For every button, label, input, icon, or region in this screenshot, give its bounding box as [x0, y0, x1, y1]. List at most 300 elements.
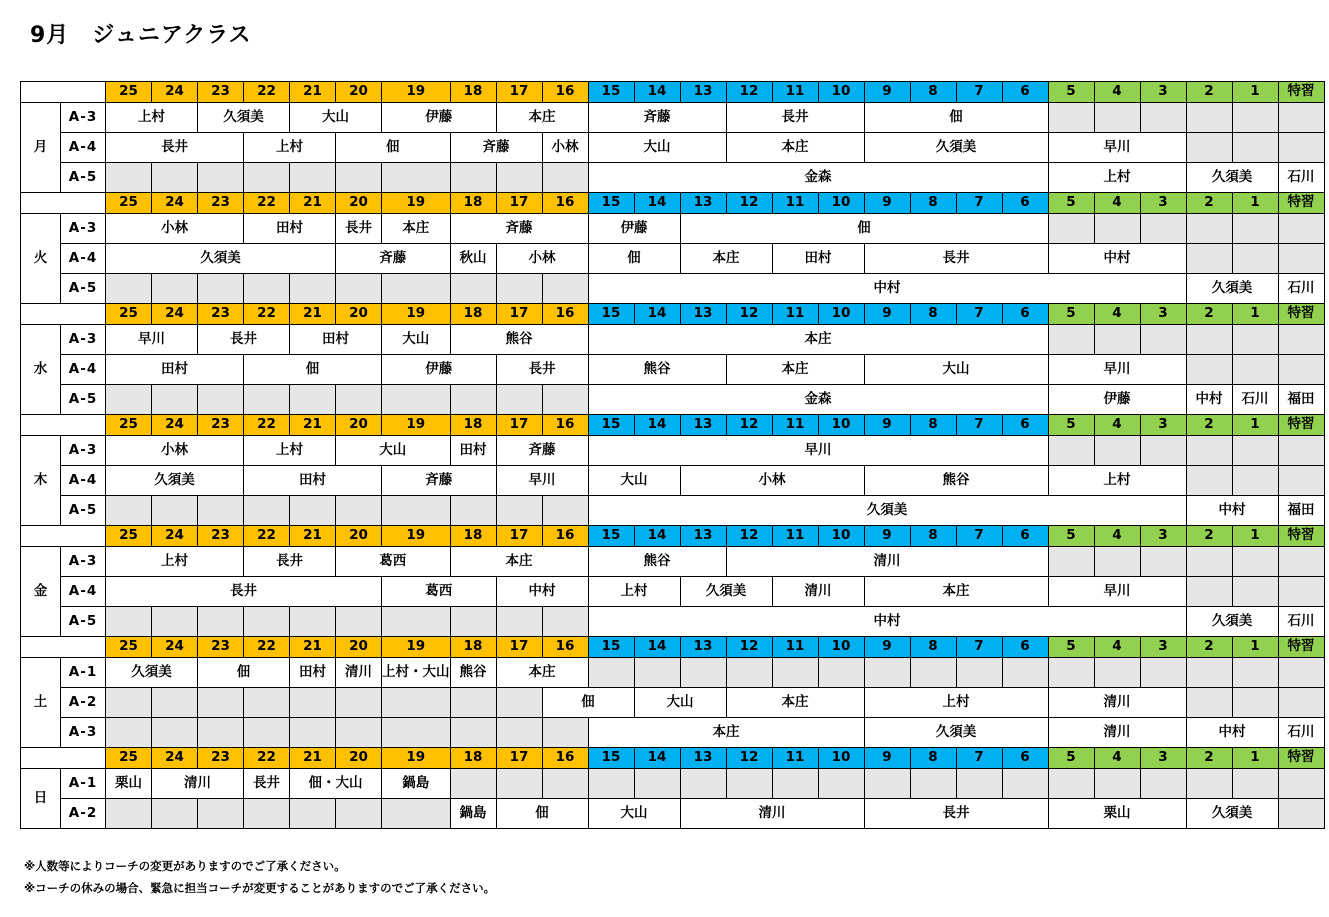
time-header-cell: 25	[106, 637, 152, 658]
day-label: 火	[21, 214, 61, 304]
coach-slot: 斉藤	[588, 103, 726, 133]
class-row	[21, 214, 1325, 244]
empty-slot	[244, 163, 290, 193]
time-header-cell: 25	[106, 304, 152, 325]
empty-slot	[1232, 325, 1278, 355]
empty-slot	[1278, 466, 1324, 496]
time-header-cell: 19	[382, 193, 451, 214]
empty-slot	[1048, 214, 1094, 244]
coach-slot: 田村	[290, 325, 382, 355]
time-header-cell: 8	[910, 193, 956, 214]
empty-slot	[1232, 466, 1278, 496]
empty-slot	[634, 658, 680, 688]
time-header-cell: 19	[382, 526, 451, 547]
time-header-cell: 7	[956, 637, 1002, 658]
coach-slot: 長井	[198, 325, 290, 355]
coach-slot: 上村	[244, 133, 336, 163]
empty-slot	[864, 658, 910, 688]
empty-slot	[450, 718, 496, 748]
empty-slot	[1186, 688, 1232, 718]
coach-slot: 伊藤	[382, 103, 497, 133]
coach-slot: 熊谷	[864, 466, 1048, 496]
coach-slot: 久須美	[198, 103, 290, 133]
class-label: A-1	[61, 769, 106, 799]
coach-slot: 小林	[542, 133, 588, 163]
time-header-cell: 21	[290, 415, 336, 436]
time-header-cell: 11	[772, 748, 818, 769]
coach-slot: 長井	[726, 103, 864, 133]
empty-slot	[1094, 547, 1140, 577]
coach-slot: 田村	[450, 436, 496, 466]
empty-slot	[542, 607, 588, 637]
empty-slot	[198, 496, 244, 526]
coach-slot: 上村	[1048, 466, 1186, 496]
empty-slot	[1232, 436, 1278, 466]
header-blank-cell	[21, 193, 106, 214]
time-header-cell: 12	[726, 415, 772, 436]
empty-slot	[1186, 466, 1232, 496]
time-header-cell: 3	[1140, 193, 1186, 214]
time-header-cell: 7	[956, 304, 1002, 325]
class-label: A-4	[61, 133, 106, 163]
time-header-cell: 14	[634, 748, 680, 769]
empty-slot	[1232, 688, 1278, 718]
time-header-cell: 特習	[1278, 415, 1324, 436]
coach-slot: 清川	[680, 799, 864, 829]
class-label: A-4	[61, 577, 106, 607]
class-label: A-5	[61, 385, 106, 415]
time-header-cell: 6	[1002, 82, 1048, 103]
coach-slot: 佃・大山	[290, 769, 382, 799]
time-header-cell: 15	[588, 82, 634, 103]
time-header-cell: 8	[910, 304, 956, 325]
empty-slot	[956, 658, 1002, 688]
class-row	[21, 799, 1325, 829]
empty-slot	[450, 688, 496, 718]
coach-slot: 小林	[496, 244, 588, 274]
class-label: A-2	[61, 688, 106, 718]
class-label: A-4	[61, 466, 106, 496]
empty-slot	[542, 274, 588, 304]
empty-slot	[772, 658, 818, 688]
empty-slot	[542, 385, 588, 415]
empty-slot	[450, 769, 496, 799]
time-header-cell: 1	[1232, 415, 1278, 436]
empty-slot	[818, 769, 864, 799]
time-header-cell: 1	[1232, 304, 1278, 325]
coach-slot: 田村	[106, 355, 244, 385]
class-label: A-4	[61, 355, 106, 385]
coach-slot: 上村	[244, 436, 336, 466]
coach-slot: 上村	[106, 547, 244, 577]
empty-slot	[818, 658, 864, 688]
time-header-cell: 25	[106, 82, 152, 103]
time-header-cell: 2	[1186, 193, 1232, 214]
time-header-cell: 特習	[1278, 304, 1324, 325]
empty-slot	[152, 385, 198, 415]
time-header-cell: 20	[336, 637, 382, 658]
time-header-cell: 2	[1186, 82, 1232, 103]
time-header-cell: 8	[910, 637, 956, 658]
coach-slot: 葛西	[336, 547, 451, 577]
time-header-cell: 12	[726, 637, 772, 658]
time-header-cell: 25	[106, 415, 152, 436]
coach-slot: 佃	[680, 214, 1048, 244]
time-header-cell: 22	[244, 304, 290, 325]
empty-slot	[1278, 355, 1324, 385]
coach-slot: 斉藤	[382, 466, 497, 496]
time-header-cell: 15	[588, 304, 634, 325]
coach-slot: 長井	[106, 577, 382, 607]
coach-slot: 久須美	[1186, 163, 1278, 193]
empty-slot	[244, 274, 290, 304]
time-header-cell: 18	[450, 637, 496, 658]
time-header-cell: 15	[588, 637, 634, 658]
empty-slot	[680, 658, 726, 688]
coach-slot: 福田	[1278, 385, 1324, 415]
time-header-cell: 10	[818, 193, 864, 214]
time-header-cell: 23	[198, 82, 244, 103]
empty-slot	[382, 163, 451, 193]
header-blank-cell	[21, 637, 106, 658]
class-row	[21, 547, 1325, 577]
empty-slot	[496, 607, 542, 637]
empty-slot	[634, 769, 680, 799]
empty-slot	[772, 769, 818, 799]
class-row	[21, 355, 1325, 385]
time-header-cell: 20	[336, 415, 382, 436]
time-header-cell: 9	[864, 637, 910, 658]
time-header-cell: 9	[864, 304, 910, 325]
empty-slot	[726, 658, 772, 688]
coach-slot: 秋山	[450, 244, 496, 274]
time-header-cell: 21	[290, 304, 336, 325]
time-header-cell: 特習	[1278, 193, 1324, 214]
time-header-cell: 16	[542, 637, 588, 658]
coach-slot: 久須美	[106, 658, 198, 688]
coach-slot: 鍋島	[450, 799, 496, 829]
empty-slot	[910, 658, 956, 688]
empty-slot	[496, 688, 542, 718]
class-row	[21, 769, 1325, 799]
day-label: 月	[21, 103, 61, 193]
empty-slot	[336, 607, 382, 637]
time-header-cell: 18	[450, 82, 496, 103]
empty-slot	[1094, 103, 1140, 133]
time-header-cell: 9	[864, 526, 910, 547]
class-label: A-5	[61, 274, 106, 304]
class-label: A-2	[61, 799, 106, 829]
empty-slot	[152, 274, 198, 304]
coach-slot: 熊谷	[588, 355, 726, 385]
time-header-cell: 16	[542, 748, 588, 769]
time-header-cell: 14	[634, 415, 680, 436]
coach-slot: 田村	[244, 466, 382, 496]
time-header-cell: 特習	[1278, 82, 1324, 103]
empty-slot	[198, 607, 244, 637]
time-header-cell: 24	[152, 193, 198, 214]
empty-slot	[1232, 658, 1278, 688]
empty-slot	[198, 385, 244, 415]
time-header-cell: 5	[1048, 748, 1094, 769]
time-header-cell: 5	[1048, 637, 1094, 658]
time-header-cell: 10	[818, 637, 864, 658]
empty-slot	[106, 496, 152, 526]
empty-slot	[244, 385, 290, 415]
time-header-cell: 13	[680, 637, 726, 658]
time-header-cell: 4	[1094, 193, 1140, 214]
empty-slot	[290, 799, 336, 829]
coach-slot: 本庄	[726, 355, 864, 385]
coach-slot: 本庄	[588, 718, 864, 748]
time-header-cell: 1	[1232, 82, 1278, 103]
coach-slot: 福田	[1278, 496, 1324, 526]
empty-slot	[382, 274, 451, 304]
time-header-cell: 4	[1094, 304, 1140, 325]
empty-slot	[198, 274, 244, 304]
time-header-cell: 18	[450, 415, 496, 436]
empty-slot	[956, 769, 1002, 799]
class-row	[21, 688, 1325, 718]
empty-slot	[106, 799, 152, 829]
time-header-row	[21, 304, 1325, 325]
class-label: A-5	[61, 607, 106, 637]
empty-slot	[152, 688, 198, 718]
class-row	[21, 496, 1325, 526]
empty-slot	[290, 718, 336, 748]
time-header-cell: 24	[152, 304, 198, 325]
time-header-cell: 18	[450, 526, 496, 547]
empty-slot	[152, 496, 198, 526]
coach-slot: 早川	[1048, 577, 1186, 607]
time-header-cell: 16	[542, 415, 588, 436]
empty-slot	[336, 496, 382, 526]
time-header-cell: 6	[1002, 193, 1048, 214]
empty-slot	[864, 769, 910, 799]
empty-slot	[382, 688, 451, 718]
empty-slot	[1232, 355, 1278, 385]
time-header-cell: 19	[382, 637, 451, 658]
coach-slot: 熊谷	[450, 325, 588, 355]
time-header-cell: 5	[1048, 304, 1094, 325]
coach-slot: 大山	[290, 103, 382, 133]
time-header-cell: 19	[382, 82, 451, 103]
header-blank-cell	[21, 304, 106, 325]
coach-slot: 小林	[106, 214, 244, 244]
coach-slot: 久須美	[1186, 799, 1278, 829]
empty-slot	[1186, 103, 1232, 133]
empty-slot	[244, 496, 290, 526]
time-header-cell: 17	[496, 748, 542, 769]
empty-slot	[496, 769, 542, 799]
time-header-cell: 14	[634, 304, 680, 325]
coach-slot: 佃	[542, 688, 634, 718]
class-row	[21, 466, 1325, 496]
time-header-cell: 8	[910, 82, 956, 103]
time-header-cell: 23	[198, 415, 244, 436]
empty-slot	[450, 385, 496, 415]
empty-slot	[1186, 325, 1232, 355]
time-header-cell: 17	[496, 637, 542, 658]
coach-slot: 大山	[382, 325, 451, 355]
coach-slot: 本庄	[864, 577, 1048, 607]
empty-slot	[1186, 547, 1232, 577]
coach-slot: 石川	[1278, 718, 1324, 748]
coach-slot: 中村	[1048, 244, 1186, 274]
coach-slot: 中村	[1186, 385, 1232, 415]
empty-slot	[1048, 658, 1094, 688]
empty-slot	[382, 607, 451, 637]
coach-slot: 清川	[1048, 688, 1186, 718]
coach-slot: 久須美	[1186, 607, 1278, 637]
class-label: A-5	[61, 496, 106, 526]
time-header-cell: 7	[956, 82, 1002, 103]
empty-slot	[290, 163, 336, 193]
empty-slot	[496, 385, 542, 415]
empty-slot	[244, 607, 290, 637]
time-header-cell: 20	[336, 82, 382, 103]
empty-slot	[1094, 325, 1140, 355]
time-header-cell: 20	[336, 526, 382, 547]
day-label: 土	[21, 658, 61, 748]
time-header-cell: 9	[864, 748, 910, 769]
coach-slot: 上村	[106, 103, 198, 133]
empty-slot	[106, 385, 152, 415]
empty-slot	[1278, 133, 1324, 163]
empty-slot	[290, 274, 336, 304]
coach-slot: 清川	[1048, 718, 1186, 748]
time-header-cell: 3	[1140, 304, 1186, 325]
time-header-cell: 21	[290, 82, 336, 103]
time-header-cell: 4	[1094, 637, 1140, 658]
page-title: 9月 ジュニアクラス	[30, 23, 252, 48]
coach-slot: 小林	[106, 436, 244, 466]
empty-slot	[244, 688, 290, 718]
time-header-cell: 14	[634, 637, 680, 658]
empty-slot	[1232, 133, 1278, 163]
coach-slot: 本庄	[726, 133, 864, 163]
time-header-cell: 11	[772, 415, 818, 436]
time-header-cell: 3	[1140, 82, 1186, 103]
time-header-cell: 10	[818, 415, 864, 436]
coach-slot: 鍋島	[382, 769, 451, 799]
empty-slot	[382, 799, 451, 829]
empty-slot	[152, 718, 198, 748]
empty-slot	[1048, 325, 1094, 355]
time-header-cell: 5	[1048, 193, 1094, 214]
time-header-cell: 3	[1140, 526, 1186, 547]
time-header-cell: 8	[910, 415, 956, 436]
class-row	[21, 607, 1325, 637]
empty-slot	[1186, 769, 1232, 799]
time-header-cell: 15	[588, 526, 634, 547]
coach-slot: 佃	[864, 103, 1048, 133]
class-row	[21, 658, 1325, 688]
empty-slot	[244, 799, 290, 829]
time-header-cell: 22	[244, 193, 290, 214]
time-header-cell: 25	[106, 748, 152, 769]
time-header-cell: 1	[1232, 526, 1278, 547]
empty-slot	[1278, 688, 1324, 718]
coach-slot: 伊藤	[588, 214, 680, 244]
empty-slot	[336, 385, 382, 415]
coach-slot: 小林	[680, 466, 864, 496]
time-header-cell: 12	[726, 526, 772, 547]
time-header-cell: 12	[726, 304, 772, 325]
time-header-cell: 21	[290, 193, 336, 214]
time-header-cell: 4	[1094, 415, 1140, 436]
class-label: A-3	[61, 325, 106, 355]
class-label: A-3	[61, 214, 106, 244]
time-header-cell: 2	[1186, 526, 1232, 547]
time-header-cell: 23	[198, 637, 244, 658]
time-header-cell: 22	[244, 82, 290, 103]
time-header-cell: 17	[496, 304, 542, 325]
time-header-cell: 23	[198, 526, 244, 547]
coach-slot: 上村	[1048, 163, 1186, 193]
coach-slot: 熊谷	[450, 658, 496, 688]
coach-slot: 斉藤	[496, 436, 588, 466]
coach-slot: 上村	[864, 688, 1048, 718]
class-row	[21, 244, 1325, 274]
empty-slot	[1094, 436, 1140, 466]
coach-slot: 石川	[1278, 607, 1324, 637]
time-header-cell: 11	[772, 82, 818, 103]
coach-slot: 大山	[588, 799, 680, 829]
coach-slot: 長井	[106, 133, 244, 163]
empty-slot	[290, 607, 336, 637]
coach-slot: 田村	[772, 244, 864, 274]
notes	[24, 855, 495, 899]
time-header-cell: 16	[542, 304, 588, 325]
empty-slot	[1140, 436, 1186, 466]
coach-slot: 金森	[588, 163, 1048, 193]
time-header-cell: 22	[244, 637, 290, 658]
coach-slot: 熊谷	[588, 547, 726, 577]
coach-slot: 清川	[336, 658, 382, 688]
header-blank-cell	[21, 82, 106, 103]
empty-slot	[1186, 436, 1232, 466]
empty-slot	[244, 718, 290, 748]
time-header-cell: 特習	[1278, 637, 1324, 658]
time-header-cell: 20	[336, 193, 382, 214]
empty-slot	[336, 163, 382, 193]
time-header-cell: 25	[106, 193, 152, 214]
empty-slot	[1186, 244, 1232, 274]
time-header-cell: 17	[496, 415, 542, 436]
time-header-cell: 18	[450, 193, 496, 214]
time-header-cell: 10	[818, 82, 864, 103]
time-header-row	[21, 526, 1325, 547]
time-header-cell: 7	[956, 748, 1002, 769]
coach-slot: 佃	[588, 244, 680, 274]
class-label: A-1	[61, 658, 106, 688]
empty-slot	[106, 688, 152, 718]
empty-slot	[1232, 547, 1278, 577]
empty-slot	[1232, 103, 1278, 133]
coach-slot: 佃	[336, 133, 451, 163]
empty-slot	[1186, 577, 1232, 607]
time-header-row	[21, 637, 1325, 658]
coach-slot: 久須美	[864, 133, 1048, 163]
coach-slot: 伊藤	[1048, 385, 1186, 415]
empty-slot	[1278, 244, 1324, 274]
class-row	[21, 385, 1325, 415]
class-label: A-4	[61, 244, 106, 274]
time-header-cell: 22	[244, 526, 290, 547]
empty-slot	[910, 769, 956, 799]
coach-slot: 中村	[588, 274, 1186, 304]
